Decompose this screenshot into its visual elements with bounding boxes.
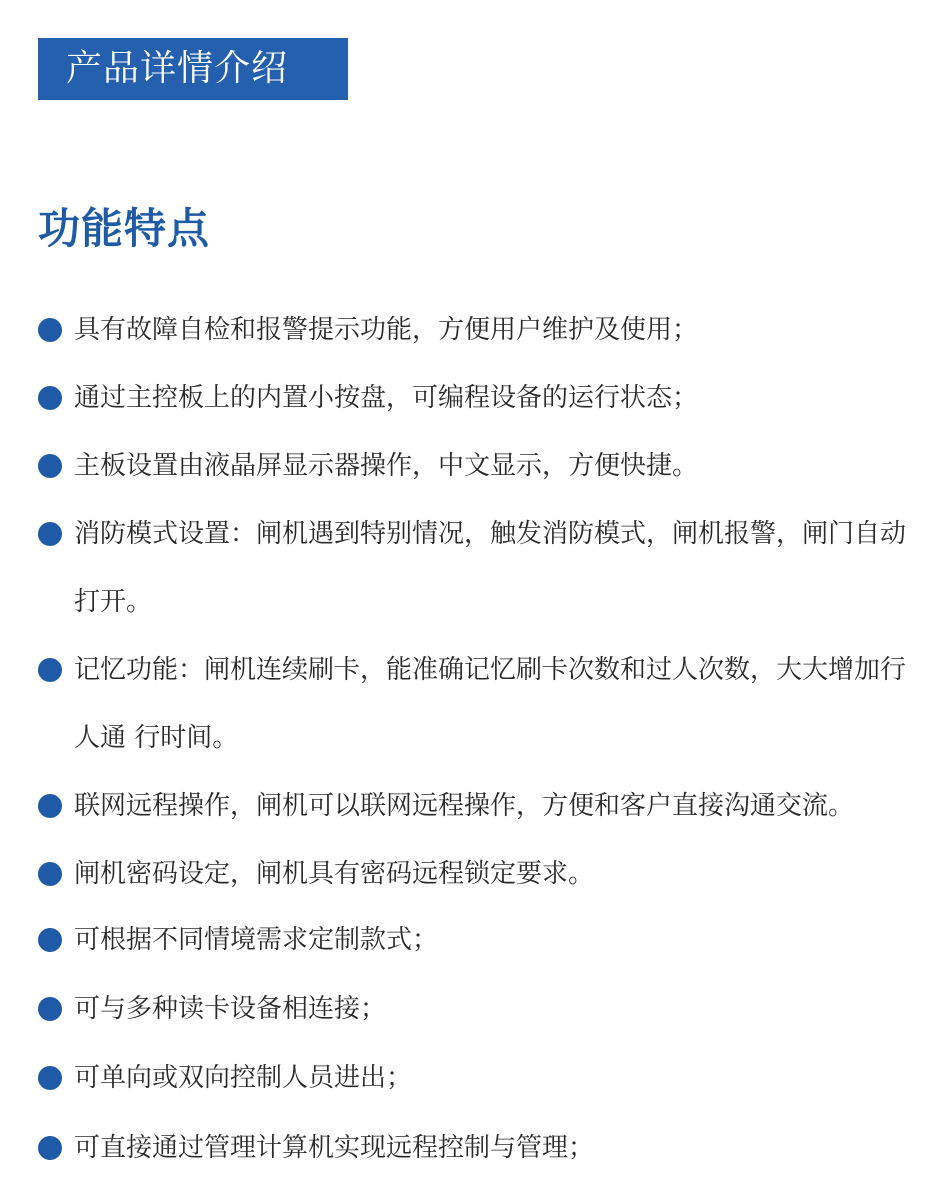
feature-item <box>38 850 908 908</box>
bullet-icon <box>38 658 62 682</box>
feature-text: 联网远程操作，闸机可以联网远程操作，方便和客户直接沟通交流。 <box>74 791 855 821</box>
feature-item <box>38 1124 908 1182</box>
feature-item <box>38 782 908 840</box>
feature-text: 可与多种读卡设备相连接； <box>74 994 387 1024</box>
page-title: 产品详情介绍 <box>66 48 289 89</box>
feature-text: 主板设置由液晶屏显示器操作，中文显示，方便快捷。 <box>74 451 699 481</box>
feature-item <box>38 646 908 772</box>
bullet-icon <box>38 1136 62 1160</box>
feature-text: 消防模式设置：闸机遇到特别情况，触发消防模式，闸机报警，闸门自动打开。 <box>74 519 907 617</box>
bullet-icon <box>38 454 62 478</box>
feature-text: 闸机密码设定，闸机具有密码远程锁定要求。 <box>74 859 595 889</box>
feature-text: 可单向或双向控制人员进出； <box>74 1063 413 1093</box>
bullet-icon <box>38 1066 62 1090</box>
bullet-icon <box>38 318 62 342</box>
feature-item <box>38 510 908 636</box>
bullet-icon <box>38 794 62 818</box>
feature-item <box>38 306 908 364</box>
feature-text: 记忆功能：闸机连续刷卡，能准确记忆刷卡次数和过人次数，大大增加行人通 行时间。 <box>74 655 907 753</box>
feature-item <box>38 374 908 432</box>
feature-item <box>38 916 908 974</box>
feature-text: 可直接通过管理计算机实现远程控制与管理； <box>74 1133 595 1163</box>
feature-text: 可根据不同情境需求定制款式； <box>74 925 439 955</box>
feature-item <box>38 985 908 1043</box>
bullet-icon <box>38 386 62 410</box>
feature-item <box>38 442 908 500</box>
bullet-icon <box>38 862 62 886</box>
feature-text: 具有故障自检和报警提示功能，方便用户维护及使用； <box>74 315 699 345</box>
bullet-icon <box>38 928 62 952</box>
feature-text: 通过主控板上的内置小按盘，可编程设备的运行状态； <box>74 383 699 413</box>
bullet-icon <box>38 997 62 1021</box>
section-heading: 功能特点 <box>38 204 211 253</box>
bullet-icon <box>38 522 62 546</box>
feature-item <box>38 1054 908 1112</box>
